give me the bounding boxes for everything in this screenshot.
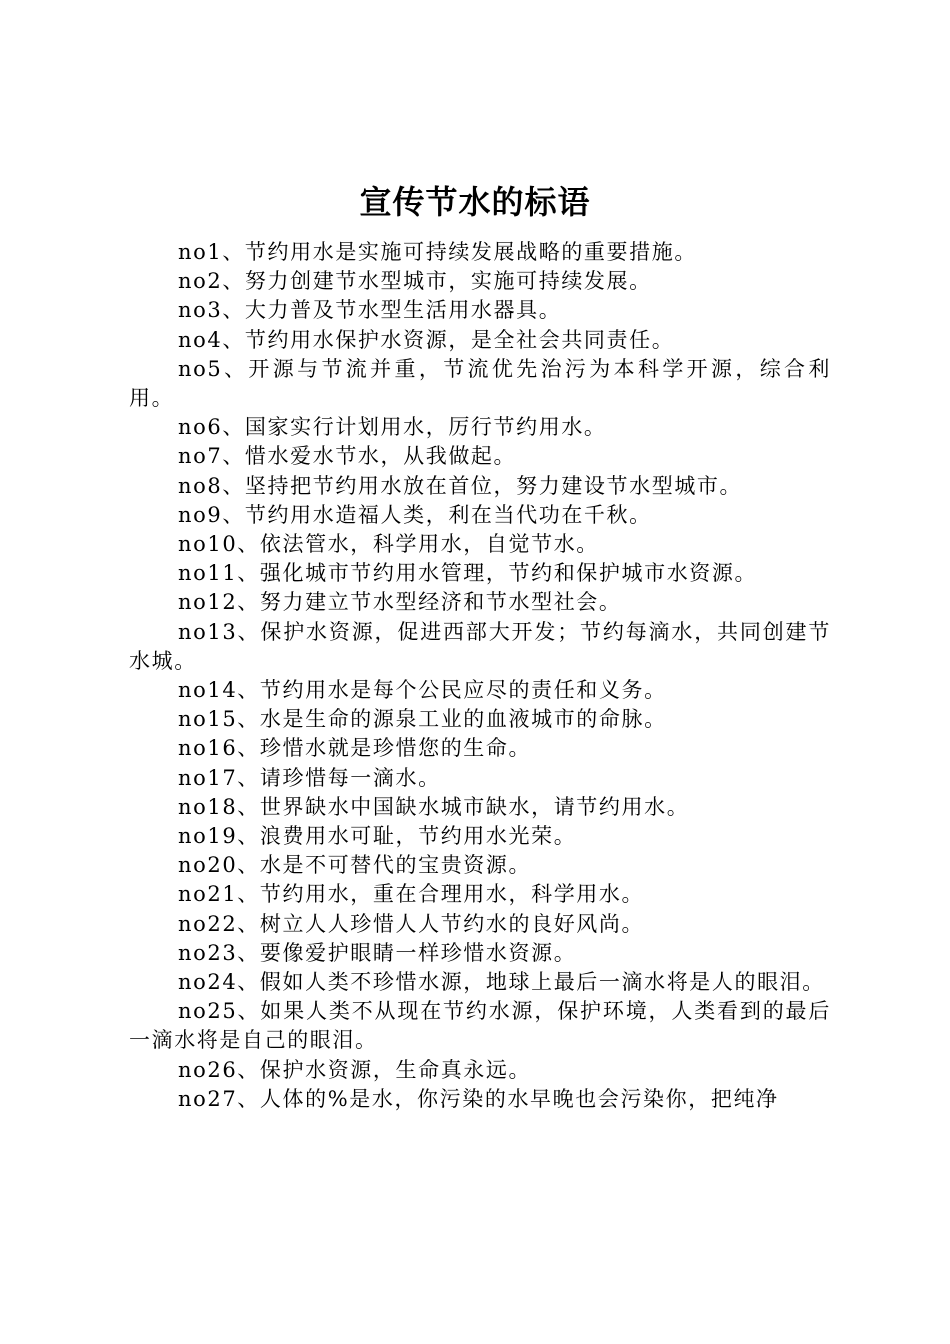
slogan-paragraph: no25、如果人类不从现在节约水源，保护环境，人类看到的最后一滴水将是自己的眼泪。 [129, 999, 831, 1053]
slogan-paragraph: no22、树立人人珍惜人人节约水的良好风尚。 [178, 911, 645, 936]
slogan-paragraph: no12、努力建立节水型经济和节水型社会。 [178, 590, 622, 615]
slogan-paragraph: no2、努力创建节水型城市，实施可持续发展。 [178, 269, 652, 294]
slogan-paragraph: no18、世界缺水中国缺水城市缺水，请节约用水。 [178, 794, 690, 819]
slogan-paragraph: no14、节约用水是每个公民应尽的责任和义务。 [178, 678, 667, 703]
slogan-paragraph: no5、开源与节流并重，节流优先治污为本科学开源，综合利用。 [129, 356, 831, 411]
slogan-paragraph: no13、保护水资源，促进西部大开发；节约每滴水，共同创建节水城。 [129, 619, 831, 673]
slogan-paragraph: no21、节约用水，重在合理用水，科学用水。 [178, 882, 645, 907]
slogan-paragraph: no9、节约用水造福人类，利在当代功在千秋。 [178, 502, 652, 527]
slogan-paragraph: no3、大力普及节水型生活用水器具。 [178, 298, 562, 323]
slogan-paragraph: no7、惜水爱水节水，从我做起。 [178, 444, 517, 469]
slogan-paragraph: no26、保护水资源，生命真永远。 [178, 1057, 532, 1082]
slogan-paragraph: no4、节约用水保护水资源，是全社会共同责任。 [178, 327, 675, 352]
document-body [129, 238, 831, 1114]
slogan-paragraph: no24、假如人类不珍惜水源，地球上最后一滴水将是人的眼泪。 [178, 970, 825, 995]
slogan-paragraph: no1、节约用水是实施可持续发展战略的重要措施。 [178, 240, 697, 264]
document-title: 宣传节水的标语 [359, 183, 591, 221]
slogan-paragraph: no6、国家实行计划用水，厉行节约用水。 [178, 415, 607, 440]
slogan-paragraph: no10、依法管水，科学用水，自觉节水。 [178, 532, 599, 557]
slogan-paragraph: no23、要像爱护眼睛一样珍惜水资源。 [178, 940, 577, 965]
slogan-paragraph: no27、人体的%是水，你污染的水早晚也会污染你，把纯净 [178, 1086, 779, 1111]
slogan-paragraph: no11、强化城市节约用水管理，节约和保护城市水资源。 [178, 561, 758, 586]
slogan-paragraph: no20、水是不可替代的宝贵资源。 [178, 853, 532, 878]
slogan-paragraph: no19、浪费用水可耻，节约用水光荣。 [178, 824, 577, 849]
slogan-paragraph: no17、请珍惜每一滴水。 [178, 765, 441, 790]
slogan-paragraph: no8、坚持把节约用水放在首位，努力建设节水型城市。 [178, 473, 743, 498]
slogan-paragraph: no15、水是生命的源泉工业的血液城市的命脉。 [178, 707, 667, 732]
slogan-paragraph: no16、珍惜水就是珍惜您的生命。 [178, 736, 532, 761]
